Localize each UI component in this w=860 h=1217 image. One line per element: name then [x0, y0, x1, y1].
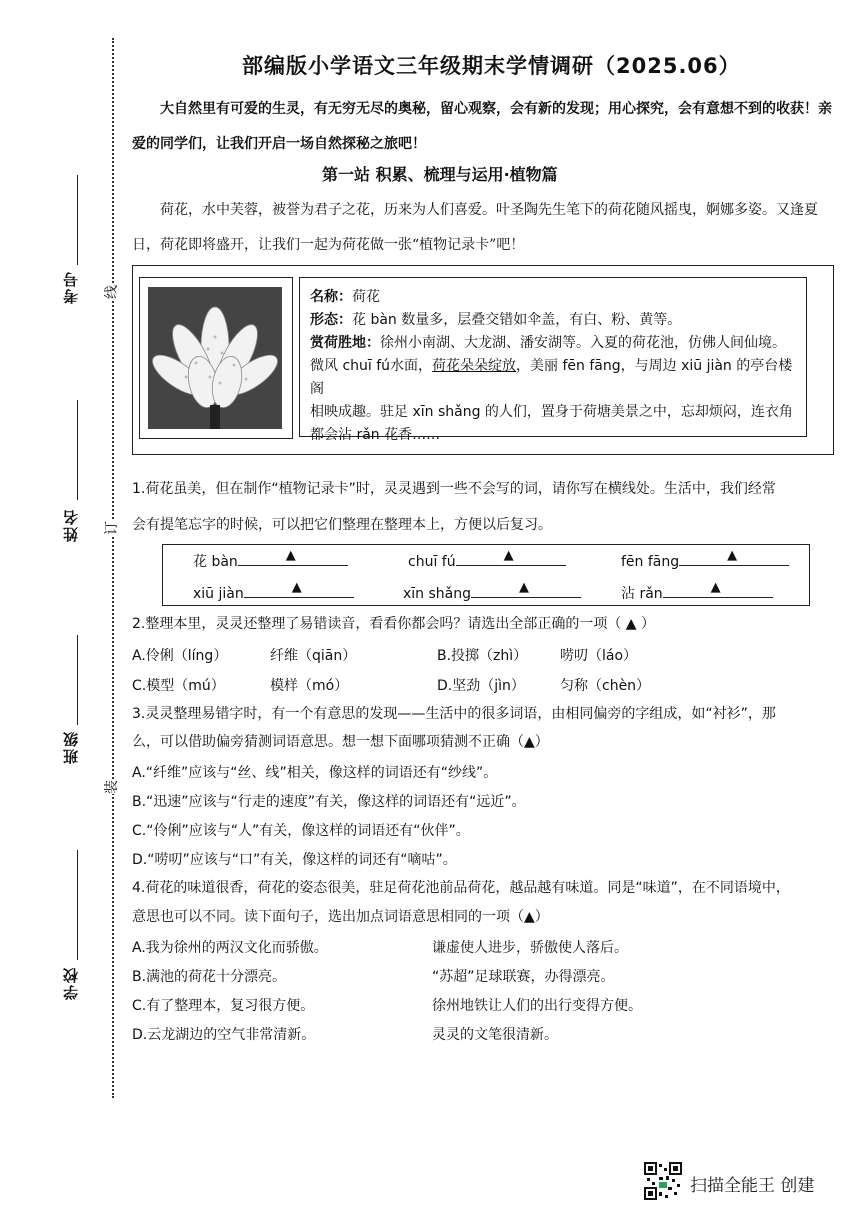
q3-stem-line2: 么，可以借助偏旁猜测词语意思。想一想下面哪项猜测不正确（▲） — [132, 734, 549, 750]
margin-line-school — [77, 850, 78, 960]
margin-line-name — [77, 400, 78, 500]
q2-option-b-1[interactable]: B.投掷（zhì） — [437, 648, 528, 664]
q1-stem-line1: 1.荷花虽美，但在制作“植物记录卡”时，灵灵遇到一些不会写的词，请你写在横线处。生活中，我们经常 — [132, 481, 776, 497]
q4-option-a-2: 谦虚使人进步，骄傲使人落后。 — [432, 940, 628, 956]
answer-blank[interactable]: ▲ — [471, 583, 581, 598]
answer-blank[interactable]: ▲ — [238, 551, 348, 566]
q2-option-d-2: 匀称（chèn） — [560, 678, 651, 694]
margin-line-class — [77, 635, 78, 725]
q3-stem-line1: 3.灵灵整理易错字时，有一个有意思的发现——生活中的很多词语，由相同偏旁的字组成，如“衬衫”，那 — [132, 706, 776, 722]
name-value: 荷花 — [352, 289, 380, 305]
lotus-photo — [139, 277, 293, 439]
place-text-underlined: 荷花朵朵绽放 — [432, 358, 517, 374]
binding-char-bind: 装 — [99, 780, 123, 794]
station-title: 第一站 积累、梳理与运用·植物篇 — [322, 165, 558, 184]
q4-stem-line1: 4.荷花的味道很香，荷花的姿态很美，驻足荷花池前品荷花，越品越有味道。同是“味道”，在不同语境中， — [132, 880, 790, 896]
q2-option-c-1[interactable]: C.模型（mú） — [132, 678, 225, 694]
margin-line-exam-no — [77, 175, 78, 265]
answer-blank[interactable]: ▲ — [456, 551, 566, 566]
q2-option-c-2: 模样（mó） — [270, 678, 349, 694]
q2-option-a-1[interactable]: A.伶俐（líng） — [132, 648, 228, 664]
q1-word-box — [162, 544, 810, 606]
margin-label-name: 姓名 — [62, 508, 80, 542]
binding-char-staple: 订 — [99, 521, 123, 535]
place-text-4: 都会沾 rǎn 花香…… — [310, 427, 441, 443]
place-label: 赏荷胜地： — [310, 335, 380, 351]
scanner-brand-text: 扫描全能王 创建 — [690, 1176, 815, 1196]
station-paragraph: 荷花，水中芙蓉，被誉为君子之花，历来为人们喜爱。叶圣陶先生笔下的荷花随风摇曳，婀娜多姿。又逢夏日，荷花即将盛开，让我们一起为荷花做一张“植物记录卡”吧！ — [132, 202, 818, 253]
q2-stem: 2.整理本里，灵灵还整理了易错读音，看看你都会吗？请选出全部正确的一项（ ▲ ） — [132, 616, 656, 632]
q4-option-c-2: 徐州地铁让人们的出行变得方便。 — [432, 998, 642, 1014]
q3-option-b[interactable]: B.“迅速”应该与“行走的速度”有关，像这样的词语还有“远近”。 — [132, 794, 526, 810]
place-text-2a: 微风 chuī fú水面， — [310, 358, 433, 374]
exam-title: 部编版小学语文三年级期末学情调研（2025.06） — [242, 54, 741, 78]
plant-record-card — [132, 265, 834, 455]
margin-label-exam-no: 考号 — [62, 270, 80, 304]
q1-word-2: chuī fú ▲ — [408, 551, 566, 570]
q4-option-a-1[interactable]: A.我为徐州的两汉文化而骄傲。 — [132, 940, 328, 956]
q1-word-3: fēn fāng ▲ — [621, 551, 789, 570]
binding-dotted-line — [112, 38, 114, 1098]
card-text — [299, 277, 807, 443]
place-text-2c: ，美丽 fēn fāng，与周边 xiū jiàn 的亭台楼阁 — [310, 358, 793, 397]
form-label: 形态： — [310, 312, 352, 328]
q4-option-d-1[interactable]: D.云龙湖边的空气非常清新。 — [132, 1027, 316, 1043]
qr-code-icon — [644, 1162, 682, 1200]
q4-option-b-2: “苏超”足球联赛，办得漂亮。 — [432, 969, 615, 985]
q4-option-b-1[interactable]: B.满池的荷花十分漂亮。 — [132, 969, 287, 985]
q4-option-d-2: 灵灵的文笔很清新。 — [432, 1027, 558, 1043]
answer-blank[interactable]: ▲ — [663, 583, 773, 598]
binding-char-line: 线 — [99, 285, 123, 299]
answer-blank[interactable]: ▲ — [679, 551, 789, 566]
q1-word-4: xiū jiàn ▲ — [193, 583, 354, 602]
name-label: 名称： — [310, 289, 352, 305]
margin-label-school: 学校 — [62, 966, 80, 1000]
q1-word-1: 花 bàn ▲ — [193, 551, 348, 571]
q1-stem-line2: 会有提笔忘字的时候，可以把它们整理在整理本上，方便以后复习。 — [132, 517, 552, 533]
q4-option-c-1[interactable]: C.有了整理本，复习很方便。 — [132, 998, 315, 1014]
place-text-3: 相映成趣。驻足 xīn shǎng 的人们，置身于荷塘美景之中，忘却烦闷，连衣角 — [310, 404, 793, 420]
lotus-image-icon — [148, 287, 282, 429]
q1-word-6: 沾 rǎn ▲ — [621, 583, 773, 603]
answer-blank[interactable]: ▲ — [244, 583, 354, 598]
q3-option-a[interactable]: A.“纤维”应该与“丝、线”相关，像这样的词语还有“纱线”。 — [132, 765, 498, 781]
place-text-1: 徐州小南湖、大龙湖、潘安湖等。入夏的荷花池，仿佛人间仙境。 — [380, 335, 786, 351]
q3-option-d[interactable]: D.“唠叨”应该与“口”有关，像这样的词还有“嘀咕”。 — [132, 852, 457, 868]
form-value: 花 bàn 数量多，层叠交错如伞盖，有白、粉、黄等。 — [352, 312, 682, 328]
scanner-watermark — [644, 1162, 834, 1202]
intro-paragraph: 大自然里有可爱的生灵，有无穷无尽的奥秘，留心观察，会有新的发现；用心探究，会有意想不到的收获！亲爱的同学们，让我们开启一场自然探秘之旅吧！ — [132, 101, 832, 152]
q2-option-a-2: 纤维（qiān） — [270, 648, 357, 664]
q2-option-d-1[interactable]: D.坚劲（jìn） — [437, 678, 525, 694]
margin-label-class: 班级 — [62, 730, 80, 764]
q2-option-b-2: 唠叨（láo） — [560, 648, 638, 664]
q3-option-c[interactable]: C.“伶俐”应该与“人”有关，像这样的词语还有“伙伴”。 — [132, 823, 470, 839]
q4-stem-line2: 意思也可以不同。读下面句子，选出加点词语意思相同的一项（▲） — [132, 909, 549, 925]
q1-word-5: xīn shǎng ▲ — [403, 583, 581, 602]
